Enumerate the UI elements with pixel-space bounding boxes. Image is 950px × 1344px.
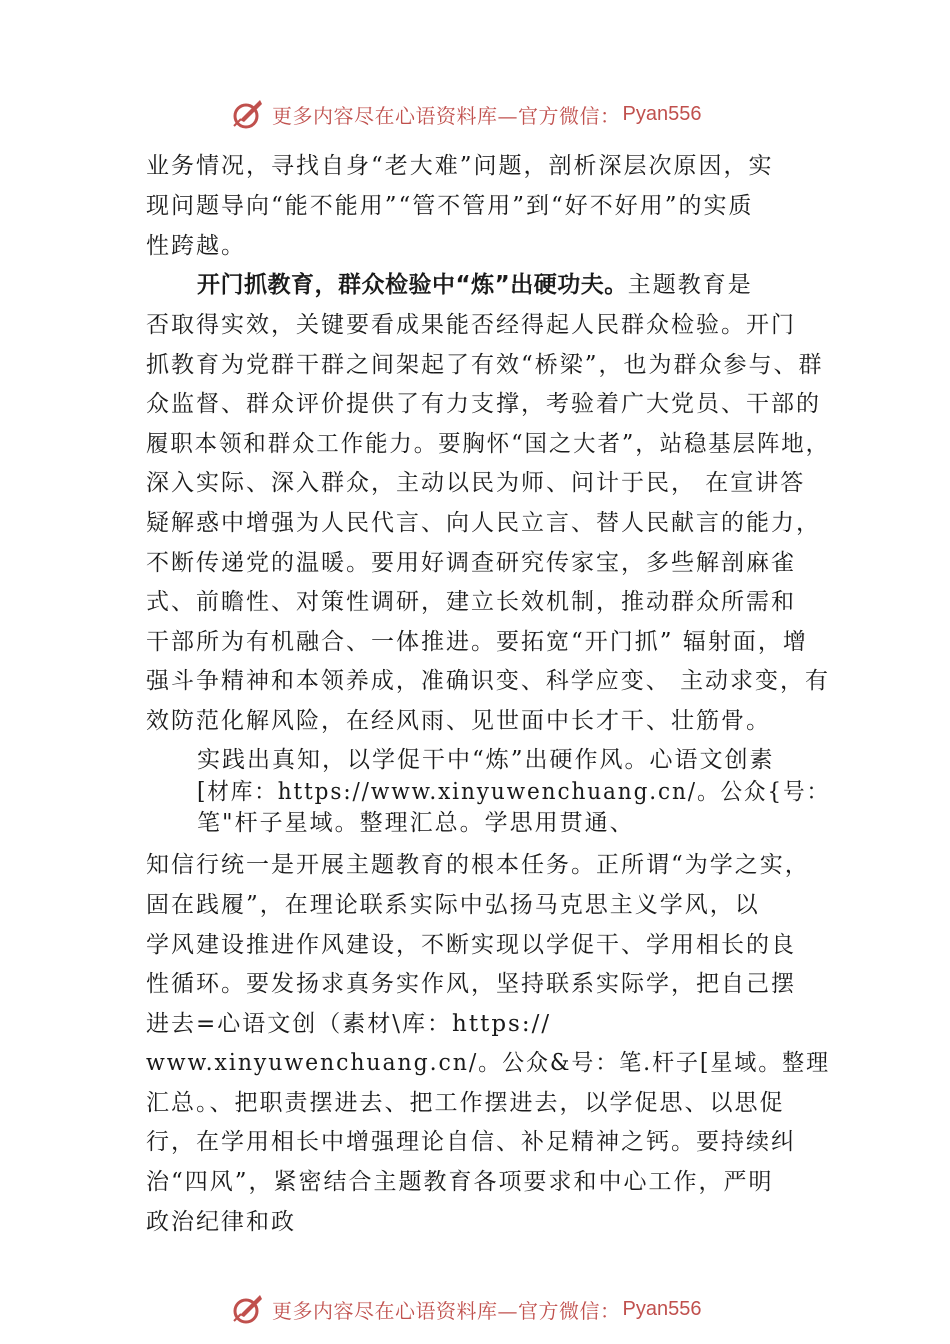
text-line: 业务情况，寻找自身“老大难”问题，剖析深层次原因，实 [146, 153, 774, 179]
text-line: 式、前瞻性、对策性调研，建立长效机制，推动群众所需和 [146, 589, 796, 615]
feather-pen-seal-icon [230, 96, 266, 132]
text-line: 性循环。要发扬求真务实作风，坚持联系实际学，把自己摆 [146, 971, 796, 997]
text-line: 抓教育为党群干群之间架起了有效“桥梁”，也为群众参与、群 [146, 352, 824, 378]
text-line: 学风建设推进作风建设，不断实现以学促干、学用相长的良 [146, 932, 796, 958]
text-line: 进去=心语文创（素材\库：https:// [146, 1011, 552, 1037]
banner-wechat-id: Pyan556 [622, 102, 702, 125]
text-line: 深入实际、深入群众，主动以民为师、问计于民， 在宣讲答 [146, 470, 806, 496]
text-line: 治“四风”，紧密结合主题教育各项要求和中心工作，严明 [146, 1169, 774, 1195]
feather-pen-seal-icon [230, 1291, 266, 1327]
banner-wechat-id: Pyan556 [622, 1297, 702, 1320]
text-line: 效防范化解风险，在经风雨、见世面中长才干、壮筋骨。 [146, 708, 771, 734]
text-line: 政治纪律和政 [146, 1209, 296, 1235]
text-line: www.xinyuwenchuang.cn/。公众&号：笔.杆子[星域。整理 [146, 1050, 830, 1076]
text-line: 性跨越。 [146, 233, 246, 259]
text-line: 干部所为有机融合、一体推进。要拓宽“开门抓” 辐射面，增 [146, 629, 808, 655]
text-line: [材库：https://www.xinyuwenchuang.cn/。公众{号： [197, 779, 830, 805]
text-line: 不断传递党的温暖。要用好调查研究传家宝，多些解剖麻雀 [146, 550, 796, 576]
text-line: 汇总。、把职责摆进去、把工作摆进去，以学促思、以思促 [146, 1090, 785, 1116]
header-banner [230, 94, 701, 134]
text-line: 履职本领和群众工作能力。要胸怀“国之大者”，站稳基层阵地， [146, 431, 830, 457]
text-line: 固在践履”，在理论联系实际中弘扬马克思主义学风，以 [146, 892, 760, 918]
text-line: 众监督、群众评价提供了有力支撑，考验着广大党员、干部的 [146, 391, 821, 417]
text-line: 否取得实效，关键要看成果能否经得起人民群众检验。开门 [146, 312, 796, 338]
text-line: 强斗争精神和本领养成，准确识变、科学应变、 主动求变，有 [146, 668, 830, 694]
text-line: 行，在学用相长中增强理论自信、补足精神之钙。要持续纠 [146, 1129, 796, 1155]
text-span: 主题教育是 [627, 272, 753, 298]
text-line: 现问题导向“能不能用”“管不管用”到“好不好用”的实质 [146, 193, 754, 219]
text-line: 疑解惑中增强为人民代言、向人民立言、替人民献言的能力， [146, 510, 821, 536]
footer-banner [230, 1289, 701, 1329]
bold-heading: 开门抓教育，群众检验中“炼”出硬功夫。 [197, 272, 628, 298]
banner-text: 更多内容尽在心语资料库—官方微信： [272, 103, 621, 128]
banner-text: 更多内容尽在心语资料库—官方微信： [272, 1298, 621, 1323]
text-line: 知信行统一是开展主题教育的根本任务。正所谓“为学之实， [146, 852, 810, 878]
text-line: 笔"杆子星域。整理汇总。学思用贯通、 [197, 810, 635, 836]
paragraph-heading-line [197, 270, 753, 300]
text-line: 实践出真知，以学促干中“炼”出硬作风。心语文创素 [197, 747, 775, 773]
